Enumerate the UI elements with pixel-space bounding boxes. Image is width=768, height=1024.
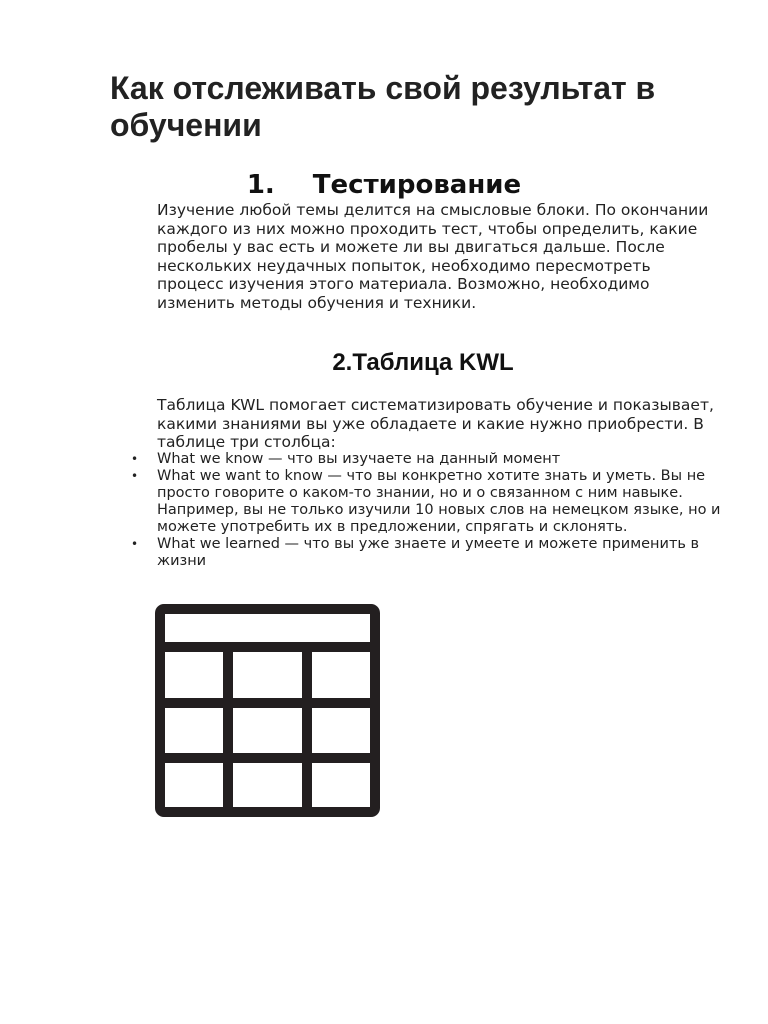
- testing-paragraph: Изучение любой темы делится на смысловые блоки. По окончании каждого из них можно проходить тест, чтобы определить, какие пробелы у вас есть и можете ли вы двигаться дальше. После нескольких неудачных попыток, необходимо пересмотреть процесс изучения этого материала. Возможно, необходимо изменить методы обучения и техники.: [157, 201, 709, 312]
- section-heading-text: Тестирование: [312, 170, 522, 200]
- list-item-text: What we want to know — что вы конкретно хотите знать и уметь. Вы не просто говорите о каком-то знании, но и о связанном с ним навыке. Например, вы не только изучили 10 новых слов на немецком языке, но и можете употребить их в предложении, спрягать и склонять.: [157, 468, 721, 535]
- section-heading-testing: [0, 168, 768, 202]
- page-title: Как отслеживать свой результат в обучении: [110, 70, 656, 143]
- section-heading-kwl: 2.Таблица KWL: [332, 349, 514, 376]
- table-grid-shape: [160, 609, 375, 812]
- bullet-icon: •: [131, 469, 139, 483]
- bullet-icon: •: [131, 452, 139, 466]
- list-item: [131, 451, 727, 468]
- list-item: [131, 536, 727, 570]
- bullet-icon: •: [131, 537, 139, 551]
- list-item-text: What we know — что вы изучаете на данный момент: [157, 451, 561, 467]
- section-number: 1.: [246, 170, 275, 200]
- table-grid-icon: [155, 604, 380, 817]
- list-item: [131, 468, 727, 536]
- kwl-columns-list: [131, 451, 727, 570]
- kwl-intro-paragraph: Таблица KWL помогает систематизировать обучение и показывает, какими знаниями вы уже обладаете и какие нужно приобрести. В таблице три столбца:: [157, 396, 714, 451]
- list-item-text: What we learned — что вы уже знаете и умеете и можете применить в жизни: [157, 536, 700, 569]
